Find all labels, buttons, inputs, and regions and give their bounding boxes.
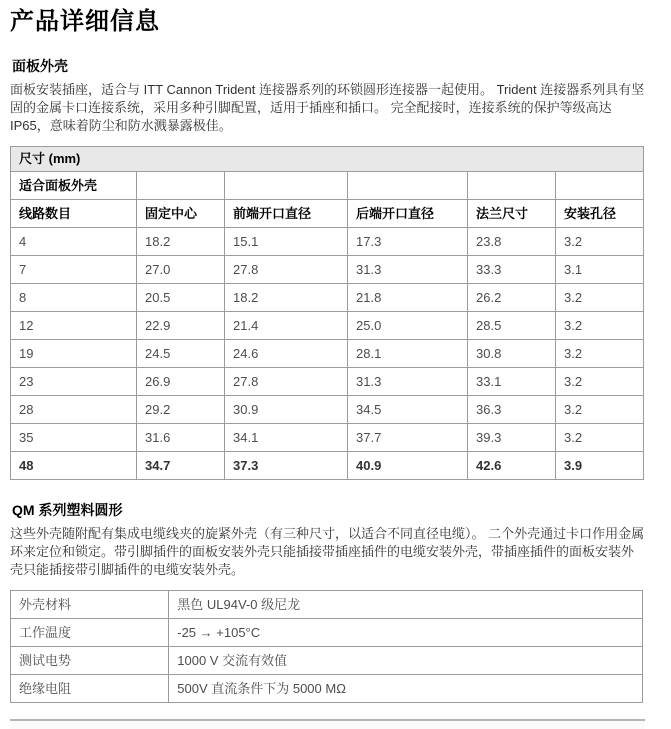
table-cell: 23 <box>11 368 137 396</box>
table-cell: 黑色 UL94V-0 级尼龙 <box>169 591 643 619</box>
table-row <box>11 452 644 480</box>
table-cell: 29.2 <box>137 396 225 424</box>
table-cell: 31.3 <box>348 256 468 284</box>
column-header: 前端开口直径 <box>225 200 348 228</box>
table-cell: 3.9 <box>556 452 644 480</box>
dimensions-table-title: 尺寸 (mm) <box>11 147 644 172</box>
table-row <box>11 396 644 424</box>
table-cell: 3.1 <box>556 256 644 284</box>
panel-housing-description: 面板安装插座，适合与 ITT Cannon Trident 连接器系列的环锁圆形连接器一起使用。 Trident 连接器系列具有坚固的金属卡口连接系统，采用多种引脚配置，适用于插座和插口。 完全配接时，连接系统的保护等级高达 IP65，意味着防尘和防水溅暴露极佳。 <box>10 82 645 133</box>
table-cell: 26.9 <box>137 368 225 396</box>
table-cell: 21.4 <box>225 312 348 340</box>
table-cell: 17.3 <box>348 228 468 256</box>
table-cell: 3.2 <box>556 368 644 396</box>
column-header: 固定中心 <box>137 200 225 228</box>
table-cell: 36.3 <box>468 396 556 424</box>
table-row <box>11 228 644 256</box>
empty-cell <box>468 172 556 200</box>
empty-cell <box>225 172 348 200</box>
table-cell: 外壳材料 <box>11 591 169 619</box>
table-row <box>11 368 644 396</box>
dimensions-table-subtitle-row <box>11 172 644 200</box>
table-row <box>11 591 643 619</box>
table-cell: 3.2 <box>556 424 644 452</box>
table-cell: 28.5 <box>468 312 556 340</box>
table-cell: 34.5 <box>348 396 468 424</box>
table-cell: 30.8 <box>468 340 556 368</box>
column-header: 安装孔径 <box>556 200 644 228</box>
dimensions-table-body <box>11 228 644 480</box>
table-cell: 34.1 <box>225 424 348 452</box>
table-cell: 48 <box>11 452 137 480</box>
table-cell: 31.3 <box>348 368 468 396</box>
table-cell: 27.8 <box>225 368 348 396</box>
empty-cell <box>348 172 468 200</box>
table-cell: 33.1 <box>468 368 556 396</box>
table-cell: 3.2 <box>556 312 644 340</box>
table-cell: 34.7 <box>137 452 225 480</box>
table-cell: 37.3 <box>225 452 348 480</box>
qm-series-heading: QM 系列塑料圆形 <box>12 502 123 518</box>
table-cell: 27.8 <box>225 256 348 284</box>
table-cell: 22.9 <box>137 312 225 340</box>
spec-table-body <box>11 591 643 703</box>
page-title: 产品详细信息 <box>10 8 160 35</box>
table-cell: 21.8 <box>348 284 468 312</box>
table-cell: 3.2 <box>556 340 644 368</box>
table-cell: 工作温度 <box>11 619 169 647</box>
table-cell: 30.9 <box>225 396 348 424</box>
dimensions-table-subtitle: 适合面板外壳 <box>11 172 137 200</box>
table-cell: 8 <box>11 284 137 312</box>
table-row <box>11 340 644 368</box>
dimensions-table-header-row <box>11 200 644 228</box>
table-cell: 28.1 <box>348 340 468 368</box>
table-cell: 24.6 <box>225 340 348 368</box>
table-cell: 3.2 <box>556 396 644 424</box>
table-cell: 3.2 <box>556 228 644 256</box>
table-cell: 42.6 <box>468 452 556 480</box>
table-cell: 33.3 <box>468 256 556 284</box>
table-cell: 37.7 <box>348 424 468 452</box>
table-cell: 23.8 <box>468 228 556 256</box>
section-panel-housing <box>10 58 645 480</box>
table-row <box>11 256 644 284</box>
table-cell: 3.2 <box>556 284 644 312</box>
spec-table <box>10 590 643 703</box>
qm-series-description: 这些外壳随附配有集成电缆线夹的旋紧外壳（有三种尺寸，以适合不同直径电缆）。 二个外壳通过卡口作用金属环来定位和锁定。带引脚插件的面板安装外壳只能插接带插座插件的电缆安装外壳，带插座插件的面板安装外壳只能插接带引脚插件的电缆安装外壳。 <box>10 526 645 577</box>
dimensions-table-title-row <box>11 147 644 172</box>
table-cell: 31.6 <box>137 424 225 452</box>
table-cell: 4 <box>11 228 137 256</box>
table-cell: 40.9 <box>348 452 468 480</box>
column-header: 法兰尺寸 <box>468 200 556 228</box>
table-cell: 27.0 <box>137 256 225 284</box>
empty-cell <box>556 172 644 200</box>
table-cell: 18.2 <box>225 284 348 312</box>
table-cell: 25.0 <box>348 312 468 340</box>
table-row <box>11 312 644 340</box>
table-cell: 测试电势 <box>11 647 169 675</box>
table-cell: 20.5 <box>137 284 225 312</box>
column-header: 后端开口直径 <box>348 200 468 228</box>
column-header: 线路数目 <box>11 200 137 228</box>
table-row <box>11 424 644 452</box>
section-qm-series <box>10 502 645 703</box>
table-cell: 15.1 <box>225 228 348 256</box>
dimensions-table <box>10 146 644 480</box>
footer-strip <box>10 721 645 729</box>
table-cell: 24.5 <box>137 340 225 368</box>
table-row <box>11 675 643 703</box>
table-cell: 绝缘电阻 <box>11 675 169 703</box>
table-cell: 18.2 <box>137 228 225 256</box>
table-cell: 7 <box>11 256 137 284</box>
table-row <box>11 619 643 647</box>
table-row <box>11 647 643 675</box>
table-row <box>11 284 644 312</box>
table-cell: -25 → +105°C <box>169 619 643 647</box>
table-cell: 39.3 <box>468 424 556 452</box>
table-cell: 1000 V 交流有效值 <box>169 647 643 675</box>
table-cell: 26.2 <box>468 284 556 312</box>
table-cell: 19 <box>11 340 137 368</box>
empty-cell <box>137 172 225 200</box>
table-cell: 500V 直流条件下为 5000 MΩ <box>169 675 643 703</box>
panel-housing-heading: 面板外壳 <box>12 58 68 74</box>
table-cell: 35 <box>11 424 137 452</box>
table-cell: 28 <box>11 396 137 424</box>
table-cell: 12 <box>11 312 137 340</box>
